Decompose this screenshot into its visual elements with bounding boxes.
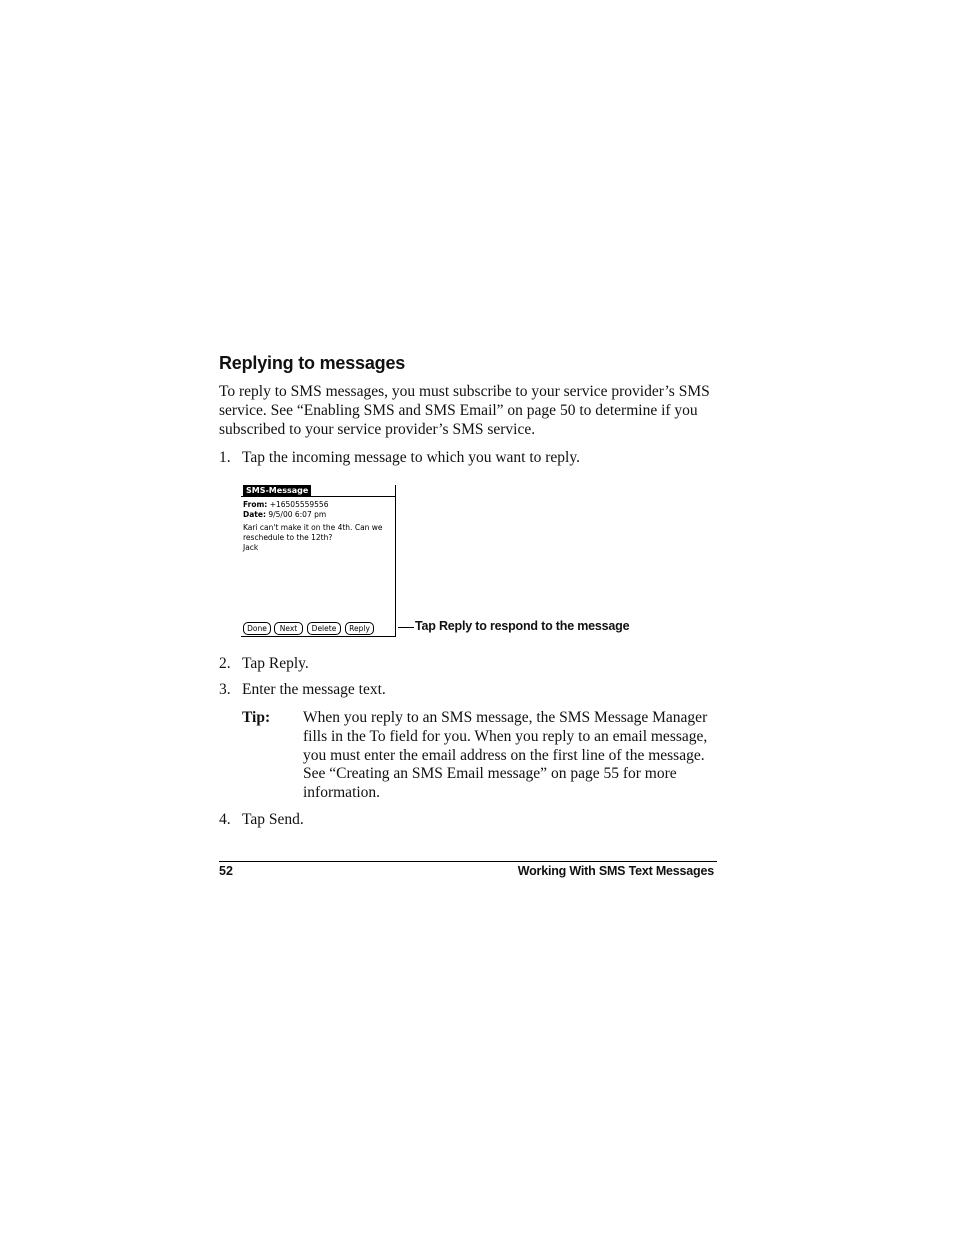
from-value: +16505559556 (269, 500, 329, 509)
next-button[interactable]: Next (274, 622, 303, 635)
step-text: Tap the incoming message to which you want to reply. (242, 449, 580, 466)
step-number: 1. (219, 449, 231, 466)
section-heading: Replying to messages (219, 353, 406, 373)
device-title: SMS-Message (243, 485, 311, 496)
footer-divider (219, 861, 717, 862)
delete-button[interactable]: Delete (307, 622, 341, 635)
date-value: 9/5/00 6:07 pm (268, 510, 327, 519)
reply-button[interactable]: Reply (345, 622, 374, 635)
sms-message-screenshot (241, 485, 396, 637)
callout-label: Tap Reply to respond to the message (415, 619, 630, 633)
page-number: 52 (219, 864, 233, 878)
callout-leader-line (398, 627, 414, 628)
tip-label: Tip: (242, 709, 271, 726)
step-2 (219, 655, 309, 674)
from-label: From: (243, 500, 268, 509)
done-button[interactable]: Done (243, 622, 271, 635)
step-text: Tap Send. (242, 811, 304, 828)
date-label: Date: (243, 510, 266, 519)
step-3 (219, 681, 386, 700)
tip-text: When you reply to an SMS message, the SMS Message Manager fills in the To field for you. When you reply to an email message, you must enter the email address on the first line of the message. See “Creating an SMS Email message” on page 55 for more information. (303, 709, 708, 802)
step-text: Tap Reply. (242, 655, 309, 672)
step-1 (219, 449, 580, 468)
message-body-line[interactable]: reschedule to the 12th? (243, 533, 333, 542)
step-number: 3. (219, 681, 231, 698)
date-row (243, 510, 326, 520)
step-number: 4. (219, 811, 231, 828)
from-row (243, 500, 328, 510)
step-4 (219, 811, 304, 830)
intro-paragraph: To reply to SMS messages, you must subscribe to your service provider’s SMS service. See “Enabling SMS and SMS Email” on page 50 to determine if you subscribed to your service provider’s SMS service. (219, 383, 710, 438)
message-body-line[interactable]: Jack (243, 543, 259, 552)
device-title-bar (241, 485, 395, 497)
chapter-title: Working With SMS Text Messages (517, 864, 714, 878)
message-body-line[interactable]: Kari can't make it on the 4th. Can we (243, 523, 383, 532)
step-number: 2. (219, 655, 231, 672)
step-text: Enter the message text. (242, 681, 386, 698)
